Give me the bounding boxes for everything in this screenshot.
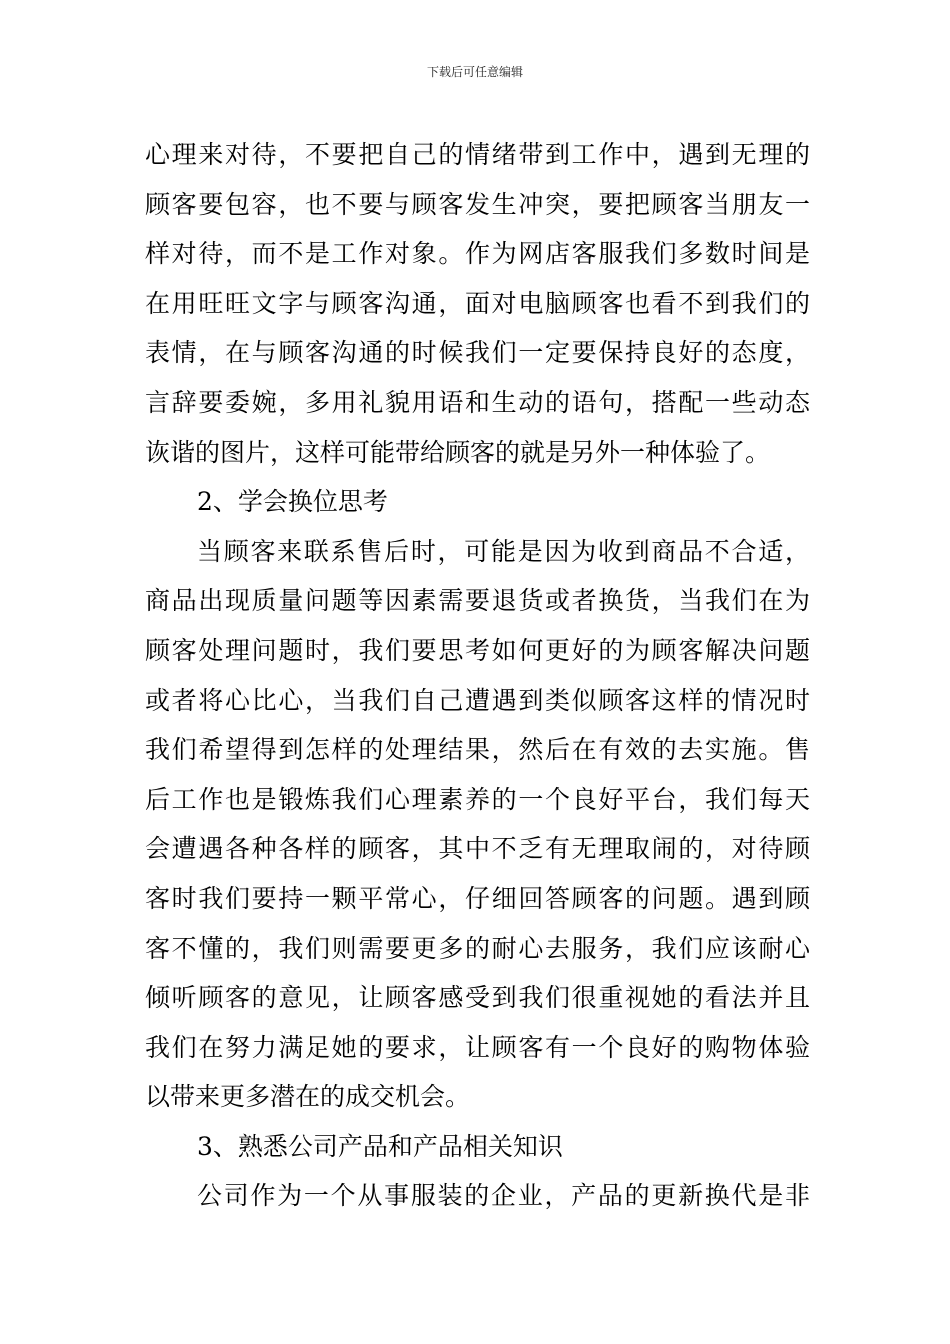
text-line: 顾客要包容，也不要与顾客发生冲突，要把顾客当朋友一 xyxy=(145,189,810,219)
text-line: 会遭遇各种各样的顾客，其中不乏有无理取闹的，对待顾 xyxy=(145,834,810,864)
text-line: 言辞要委婉，多用礼貌用语和生动的语句，搭配一些动态 xyxy=(145,387,810,417)
text-line: 当顾客来联系售后时，可能是因为收到商品不合适， xyxy=(197,536,810,566)
section-heading xyxy=(145,1122,810,1172)
section-heading-text: 3、熟悉公司产品和产品相关知识 xyxy=(197,1131,563,1161)
text-line: 在用旺旺文字与顾客沟通，面对电脑顾客也看不到我们的 xyxy=(145,288,810,318)
text-line: 样对待，而不是工作对象。作为网店客服我们多数时间是 xyxy=(145,239,810,269)
paragraph xyxy=(145,527,810,1122)
text-line: 客不懂的，我们则需要更多的耐心去服务，我们应该耐心 xyxy=(145,933,810,963)
text-line: 商品出现质量问题等因素需要退货或者换货，当我们在为 xyxy=(145,586,810,616)
text-line: 后工作也是锻炼我们心理素养的一个良好平台，我们每天 xyxy=(145,784,810,814)
text-line: 倾听顾客的意见，让顾客感受到我们很重视她的看法并且 xyxy=(145,983,810,1013)
paragraph xyxy=(145,1171,810,1221)
text-line: 顾客处理问题时，我们要思考如何更好的为顾客解决问题 xyxy=(145,635,810,665)
text-line: 公司作为一个从事服装的企业，产品的更新换代是非 xyxy=(197,1181,810,1211)
section-heading xyxy=(145,477,810,527)
text-line: 表情，在与顾客沟通的时候我们一定要保持良好的态度， xyxy=(145,338,810,368)
text-line: 以带来更多潜在的成交机会。 xyxy=(145,1082,471,1112)
document-body xyxy=(145,130,810,1221)
text-line: 我们希望得到怎样的处理结果，然后在有效的去实施。售 xyxy=(145,735,810,765)
section-heading-text: 2、学会换位思考 xyxy=(197,487,388,517)
text-line: 或者将心比心，当我们自己遭遇到类似顾客这样的情况时 xyxy=(145,685,810,715)
text-line: 客时我们要持一颗平常心，仔细回答顾客的问题。遇到顾 xyxy=(145,883,810,913)
page-header: 下载后可任意编辑 xyxy=(426,65,523,79)
text-line: 诙谐的图片，这样可能带给顾客的就是另外一种体验了。 xyxy=(145,437,771,467)
text-line: 心理来对待，不要把自己的情绪带到工作中，遇到无理的 xyxy=(145,140,810,169)
text-line: 我们在努力满足她的要求，让顾客有一个良好的购物体验 xyxy=(145,1032,810,1062)
paragraph xyxy=(145,130,810,477)
